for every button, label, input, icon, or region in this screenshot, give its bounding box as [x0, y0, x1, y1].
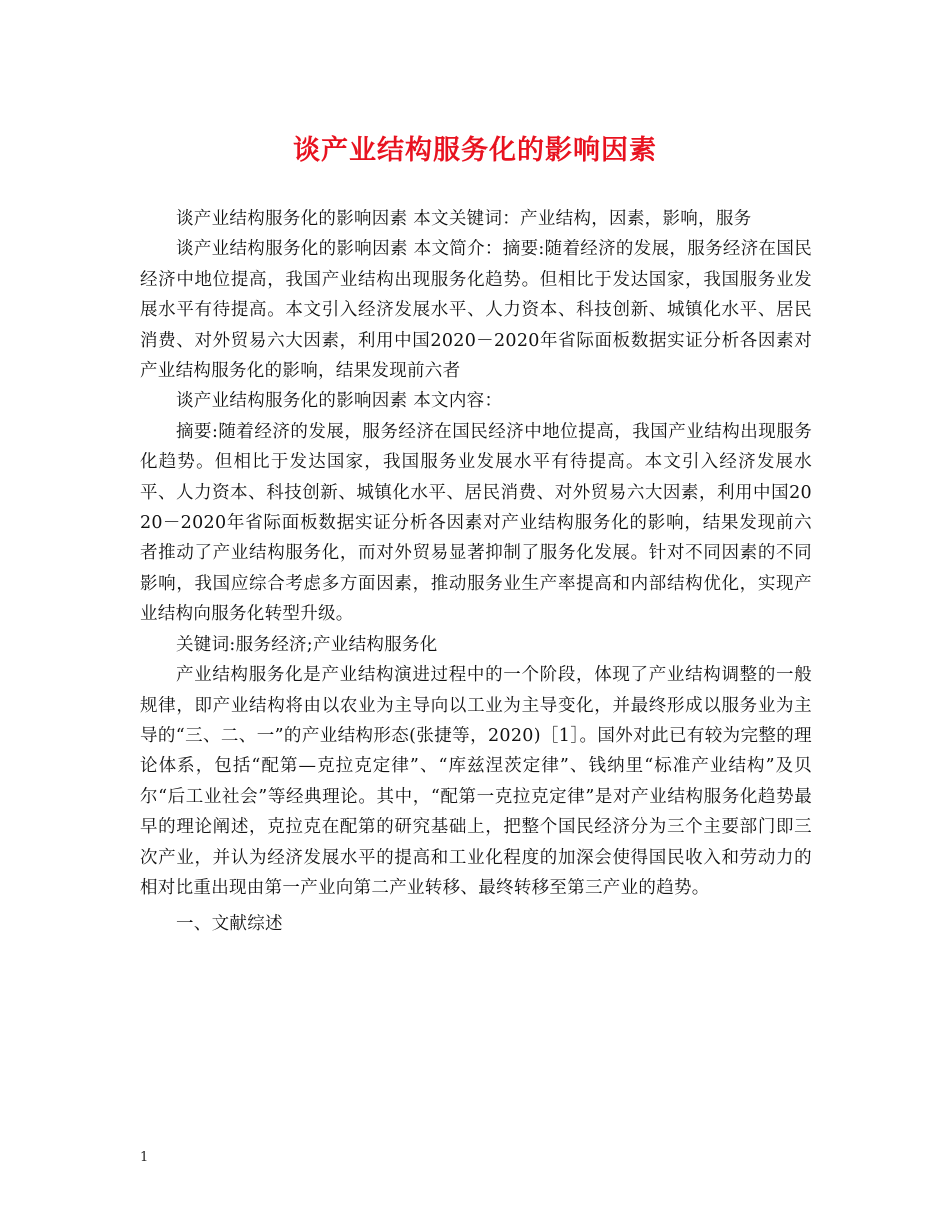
keywords-paragraph: 谈产业结构服务化的影响因素 本文关键词：产业结构，因素，影响，服务: [176, 209, 752, 229]
summary-paragraph: 谈产业结构服务化的影响因素 本文简介：摘要:随着经济的发展，服务经济在国民经济中地位提高，我国产业结构出现服务化趋势。但相比于发达国家，我国服务业发展水平有待提高。本文引入经济发展水平、人力资本、科技创新、城镇化水平、居民消费、对外贸易六大因素，利用中国2020－2020年省际面板数据实证分析各因素对产业结构服务化的影响，结果发现前六者: [140, 239, 812, 382]
introduction-paragraph: 产业结构服务化是产业结构演进过程中的一个阶段，体现了产业结构调整的一般规律，即产业结构将由以农业为主导向以工业为主导变化，并最终形成以服务业为主导的“三、二、一”的产业结构形态(张捷等，2020)［1］。国外对此已有较为完整的理论体系，包括“配第—克拉克定律”、“库兹涅茨定律”、钱纳里“标准产业结构”及贝尔“后工业社会”等经典理论。其中，“配第一克拉克定律”是对产业结构服务化趋势最早的理论阐述，克拉克在配第的研究基础上，把整个国民经济分为三个主要部门即三次产业，并认为经济发展水平的提高和工业化程度的加深会使得国民收入和劳动力的相对比重出现由第一产业向第二产业转移、最终转移至第三产业的趋势。: [140, 665, 812, 898]
abstract-paragraph: 摘要:随着经济的发展，服务经济在国民经济中地位提高，我国产业结构出现服务化趋势。但相比于发达国家，我国服务业发展水平有待提高。本文引入经济发展水平、人力资本、科技创新、城镇化水平、居民消费、对外贸易六大因素，利用中国2020－2020年省际面板数据实证分析各因素对产业结构服务化的影响，结果发现前六者推动了产业结构服务化，而对外贸易显著抑制了服务化发展。针对不同因素的不同影响，我国应综合考虑多方面因素，推动服务业生产率提高和内部结构优化，实现产业结构向服务化转型升级。: [140, 421, 812, 625]
content-heading-paragraph: 谈产业结构服务化的影响因素 本文内容：: [176, 391, 503, 412]
document-body: [140, 204, 812, 940]
section-heading: 一、文献综述: [176, 914, 283, 935]
document-title: 谈产业结构服务化的影响因素: [293, 135, 657, 166]
keyword-list-paragraph: 关键词:服务经济;产业结构服务化: [176, 634, 438, 655]
page-number: 1: [140, 1150, 149, 1165]
